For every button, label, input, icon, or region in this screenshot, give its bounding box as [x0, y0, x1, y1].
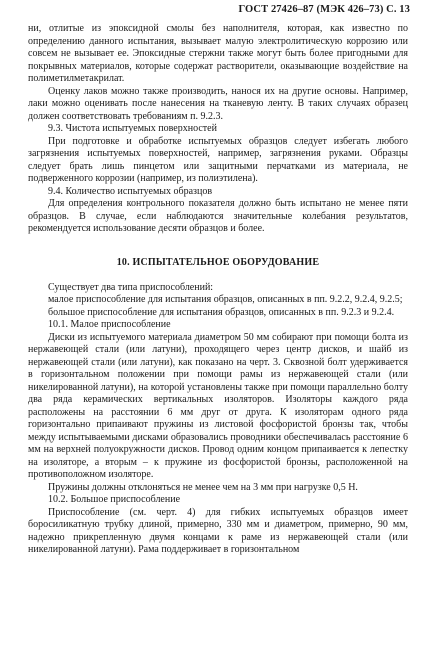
paragraph-surface-cleanliness: При подготовке и обработке испытуемых образцов следует избегать любого загрязнения испытуемых поверхностей, например, загрязнения руками. Образцы следует брать лишь пинцетом или защитными перчатками из материала, не подверженного коррозии (например, из полиэтилена).: [28, 135, 408, 184]
paragraph-spring-deflection: Пружины должны отклоняться не менее чем на 3 мм при нагрузке 0,5 Н.: [48, 481, 358, 493]
section-10-title: 10. ИСПЫТАТЕЛЬНОЕ ОБОРУДОВАНИЕ: [116, 256, 320, 268]
paragraph-large-fixture-description: Приспособление (см. черт. 4) для гибких испытуемых образцов имеет боросиликатную трубку длиной, примерно, 330 мм и диаметром, примерно, 90 мм, надежно прикрепленную двумя концами к раме из нержавеющей стали (или никелированной латуни). Рама поддерживает в горизонтальном: [28, 506, 408, 555]
paragraph-small-fixture-item: малое приспособление для испытания образцов, описанных в пп. 9.2.2, 9.2.4, 9.2.5;: [48, 294, 403, 305]
paragraph-continuation: ни, отлитые из эпоксидной смолы без наполнителя, которая, как известно по определению данного испытания, вызывает малую электролитическую коррозию или совсем не вызывает ее. Эпоксидные стержни также могут быть более пригодными для покрывных материалов, которые содержат растворители, оказывающие воздействие на полиметилметакрилат.: [28, 23, 408, 84]
subsection-10-2-title: 10.2. Большое приспособление: [48, 494, 181, 505]
paragraph-sample-count: Для определения контрольного показателя должно быть испытано не менее пяти образцов. В случае, если наблюдаются значительные колебания результатов, рекомендуется использование десяти образцов и более.: [28, 198, 408, 234]
subsection-9-4-title: 9.4. Количество испытуемых образцов: [48, 185, 213, 197]
paragraph-lacquer-evaluation: Оценку лаков можно также производить, нанося их на другие основы. Например, лаки можно оценивать после нанесения на тканевую ленту. В таких случаях образец должен соответствовать требованиям п. 9.2.3.: [28, 85, 408, 122]
paragraph-small-fixture-description: Диски из испытуемого материала диаметром 50 мм собирают при помощи болта из нержавеющей стали (или латуни), проходящего через центр дисков, и шайб из нержавеющей стали (или латуни), как показано на черт. 3. Сквозной болт удерживается в горизонтальном положении при помощи рамы из нержавеющей стали (или никелированной латуни), на которой установлены также при помощи параллельно болту два ряда керамических вертикальных изоляторов. Изоляторы каждого ряда расположены на расстоянии 6 мм друг от друга. К изоляторам одного ряда горизонтально припаивают пружины из листовой фосфористой бронзы так, чтобы между испытываемыми дисками образовались проводники обеспечивалась расстояние 6 мм на верхней полуокружности дисков. Провод одним концом припаивается к лепестку на изоляторе, а вторым – к пружине из фосфористой бронзы, расположенной на противоположном изоляторе.: [28, 331, 408, 480]
page-header: ГОСТ 27426–87 (МЭК 426–73) С. 13: [238, 4, 410, 15]
paragraph-large-fixture-item: большое приспособление для испытания образцов, описанных в пп. 9.2.3 и 9.2.4.: [48, 306, 395, 318]
page-content: [28, 23, 408, 557]
paragraph-fixture-types: Существует два типа приспособлений:: [48, 281, 214, 293]
subsection-10-1-title: 10.1. Малое приспособление: [48, 319, 171, 330]
subsection-9-3-title: 9.3. Чистота испытуемых поверхностей: [48, 123, 217, 134]
